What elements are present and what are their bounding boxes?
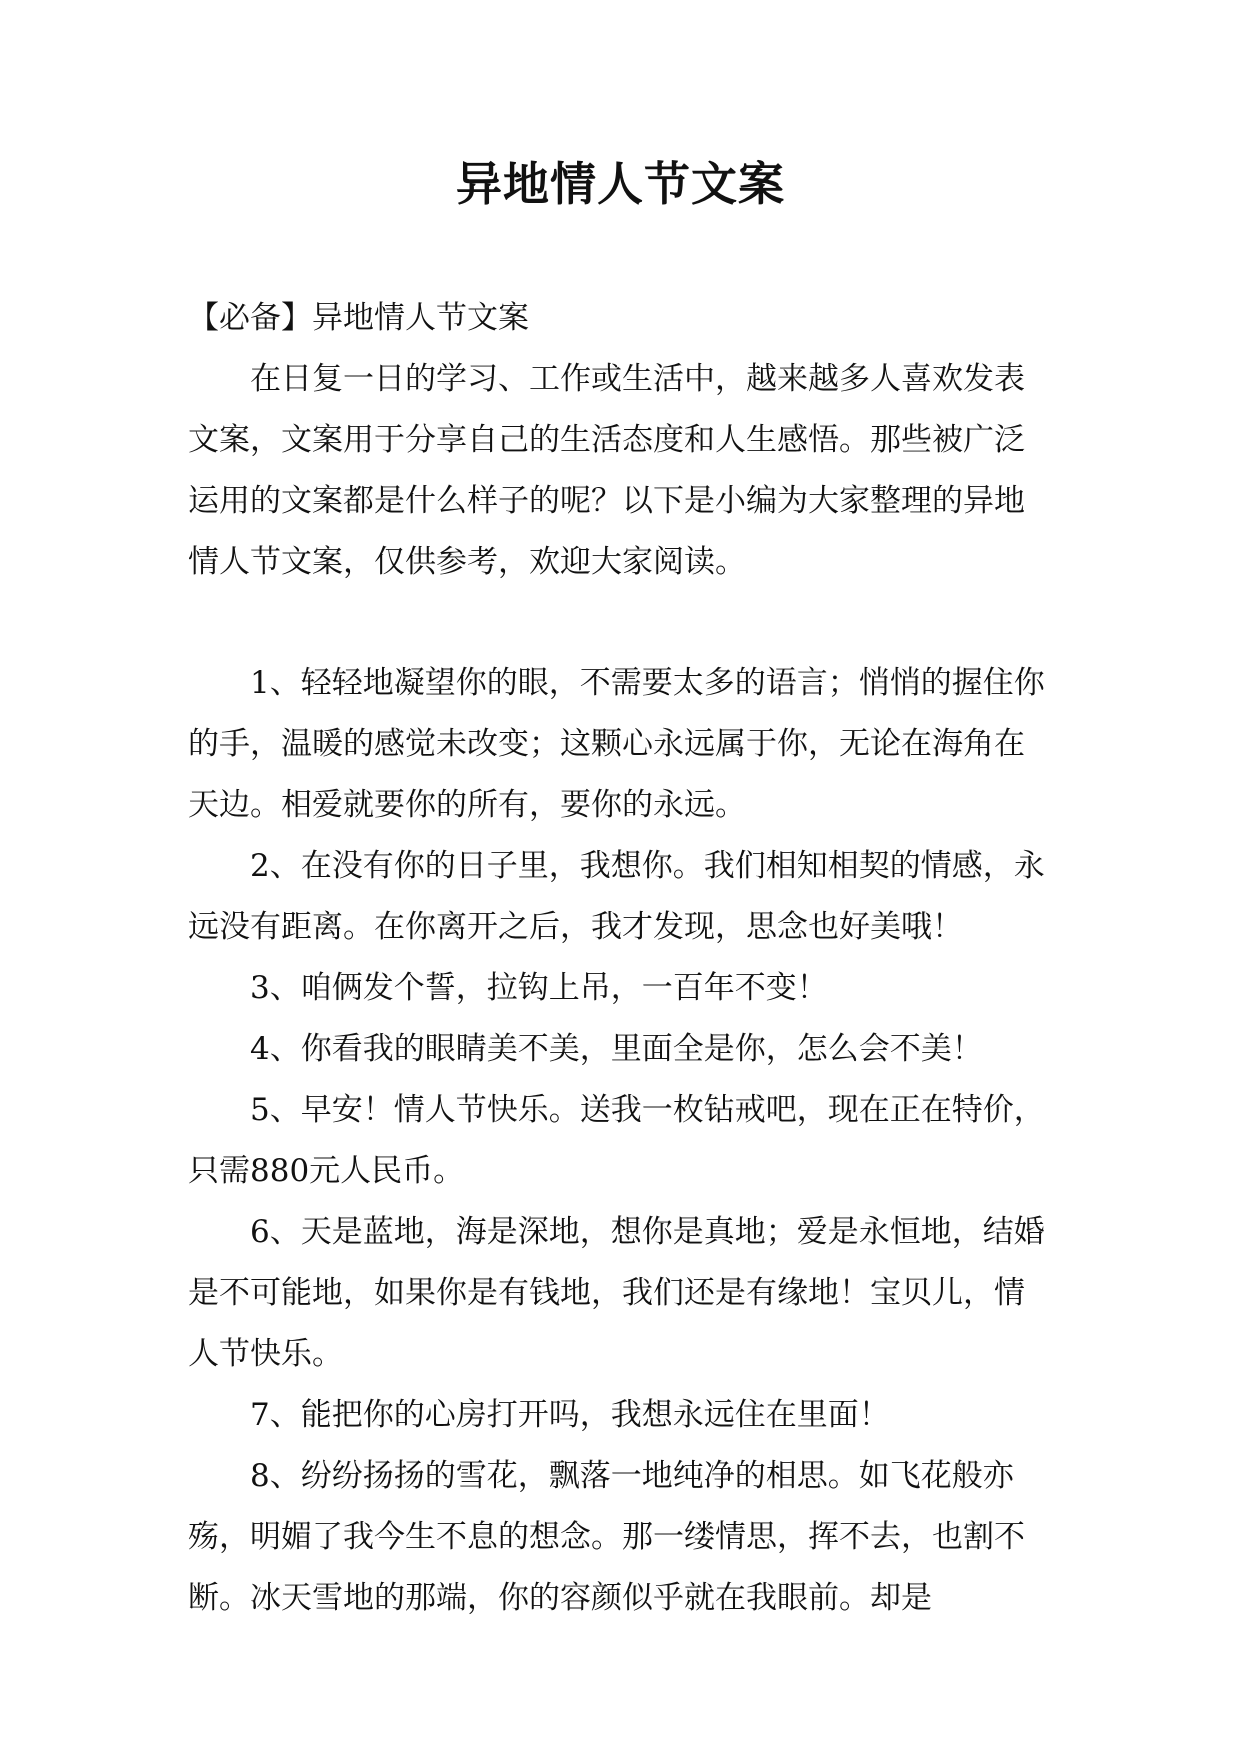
- intro-paragraph: 在日复一日的学习、工作或生活中，越来越多人喜欢发表文案，文案用于分享自己的生活态度和人生感悟。那些被广泛运用的文案都是什么样子的呢？以下是小编为大家整理的异地情人节文案，仅供参考，欢迎大家阅读。: [188, 361, 1025, 580]
- paragraph-spacer: [188, 593, 1054, 653]
- document-title: 异地情人节文案: [456, 157, 785, 211]
- list-item: 1、轻轻地凝望你的眼，不需要太多的语言；悄悄的握住你的手，温暖的感觉未改变；这颗心永远属于你，无论在海角在天边。相爱就要你的所有，要你的永远。: [188, 665, 1045, 823]
- list-item: 7、能把你的心房打开吗，我想永远住在里面！: [250, 1397, 890, 1433]
- list-item: 4、你看我的眼睛美不美，里面全是你，怎么会不美！: [250, 1031, 983, 1067]
- list-item: 2、在没有你的日子里，我想你。我们相知相契的情感，永远没有距离。在你离开之后，我才发现，思念也好美哦！: [188, 848, 1045, 945]
- document-body: [188, 288, 1054, 1629]
- list-item: 5、早安！情人节快乐。送我一枚钻戒吧，现在正在特价，只需880元人民币。: [188, 1092, 1045, 1189]
- list-item: 6、天是蓝地，海是深地，想你是真地；爱是永恒地，结婚是不可能地，如果你是有钱地，我们还是有缘地！宝贝儿，情人节快乐。: [188, 1214, 1045, 1372]
- list-item: 8、纷纷扬扬的雪花，飘落一地纯净的相思。如飞花般亦殇，明媚了我今生不息的想念。那一缕情思，挥不去，也割不断。冰天雪地的那端，你的容颜似乎就在我眼前。却是: [188, 1458, 1025, 1616]
- document-subheading: 【必备】异地情人节文案: [188, 300, 529, 336]
- list-item: 3、咱俩发个誓，拉钩上吊，一百年不变！: [250, 970, 828, 1006]
